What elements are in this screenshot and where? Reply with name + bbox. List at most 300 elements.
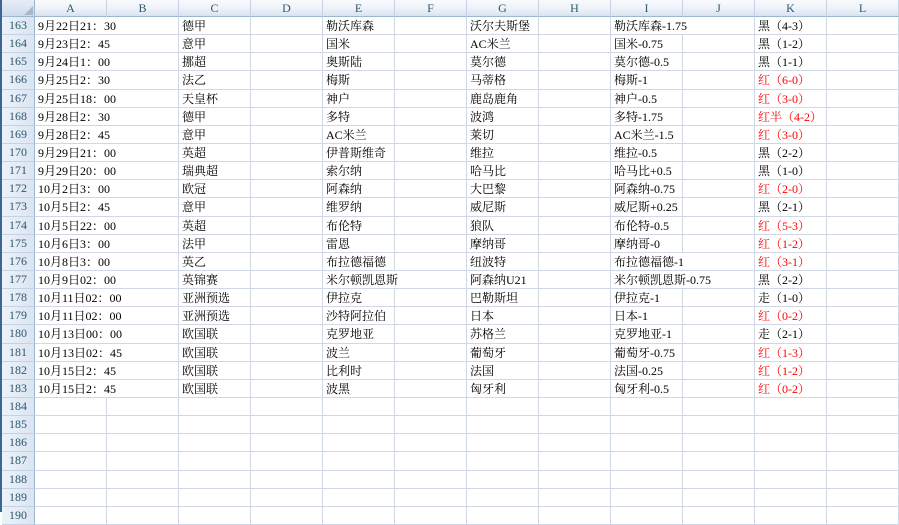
cell-A179[interactable] xyxy=(35,307,122,325)
cell-E180[interactable] xyxy=(323,325,395,343)
cell-J186[interactable] xyxy=(683,434,755,452)
cell-D189[interactable] xyxy=(251,489,323,507)
cell-B165[interactable] xyxy=(107,53,179,71)
cell-L175[interactable] xyxy=(827,235,899,253)
cell-J180[interactable] xyxy=(683,325,755,343)
cell-D190[interactable] xyxy=(251,507,323,525)
cell-C172[interactable] xyxy=(179,180,251,198)
cell-D170[interactable] xyxy=(251,144,323,162)
cell-G185[interactable] xyxy=(467,416,539,434)
cell-J179[interactable] xyxy=(683,307,755,325)
cell-C177[interactable] xyxy=(179,271,251,289)
cell-C182[interactable] xyxy=(179,362,251,380)
cell-H189[interactable] xyxy=(539,489,611,507)
column-header-D[interactable]: D xyxy=(251,0,323,17)
cell-A183[interactable] xyxy=(35,380,117,398)
cell-L185[interactable] xyxy=(827,416,899,434)
cell-L190[interactable] xyxy=(827,507,899,525)
column-header-I[interactable]: I xyxy=(611,0,683,17)
cell-A169[interactable] xyxy=(35,126,111,144)
cell-D179[interactable] xyxy=(251,307,323,325)
cell-K168[interactable] xyxy=(755,108,827,126)
cell-F189[interactable] xyxy=(395,489,467,507)
cell-E179[interactable] xyxy=(323,307,395,325)
cell-L177[interactable] xyxy=(827,271,899,289)
cell-E165[interactable] xyxy=(323,53,395,71)
cell-A175[interactable] xyxy=(35,235,111,253)
cell-J170[interactable] xyxy=(683,144,755,162)
cell-E167[interactable] xyxy=(323,90,395,108)
cell-G179[interactable] xyxy=(467,307,539,325)
cell-B172[interactable] xyxy=(107,180,179,198)
cell-G176[interactable] xyxy=(467,253,539,271)
cell-E177[interactable] xyxy=(323,271,399,289)
cell-C164[interactable] xyxy=(179,35,251,53)
cell-F163[interactable] xyxy=(395,17,467,35)
cell-L168[interactable] xyxy=(827,108,899,126)
cell-H173[interactable] xyxy=(539,198,611,216)
row-header-178[interactable]: 178 xyxy=(2,289,35,307)
cell-A163[interactable] xyxy=(35,17,117,35)
cell-L178[interactable] xyxy=(827,289,899,307)
cell-F177[interactable] xyxy=(395,271,467,289)
cell-A186[interactable] xyxy=(35,434,107,452)
cell-H168[interactable] xyxy=(539,108,611,126)
cell-C190[interactable] xyxy=(179,507,251,525)
cell-J188[interactable] xyxy=(683,471,755,489)
cell-H188[interactable] xyxy=(539,471,611,489)
cell-B176[interactable] xyxy=(107,253,179,271)
cell-A180[interactable] xyxy=(35,325,123,343)
cell-C183[interactable] xyxy=(179,380,251,398)
cell-H185[interactable] xyxy=(539,416,611,434)
cell-I168[interactable] xyxy=(611,108,683,126)
cell-K176[interactable] xyxy=(755,253,827,271)
cell-A177[interactable] xyxy=(35,271,117,289)
cell-I186[interactable] xyxy=(611,434,683,452)
cell-E172[interactable] xyxy=(323,180,395,198)
cell-D180[interactable] xyxy=(251,325,323,343)
row-header-165[interactable]: 165 xyxy=(2,53,35,71)
cell-G163[interactable] xyxy=(467,17,539,35)
cell-G171[interactable] xyxy=(467,162,539,180)
cell-A185[interactable] xyxy=(35,416,107,434)
cell-G172[interactable] xyxy=(467,180,539,198)
cell-I187[interactable] xyxy=(611,452,683,470)
cell-J183[interactable] xyxy=(683,380,755,398)
cell-F185[interactable] xyxy=(395,416,467,434)
cell-K174[interactable] xyxy=(755,217,827,235)
cell-D185[interactable] xyxy=(251,416,323,434)
cell-F167[interactable] xyxy=(395,90,467,108)
cell-G186[interactable] xyxy=(467,434,539,452)
cell-C187[interactable] xyxy=(179,452,251,470)
cell-G190[interactable] xyxy=(467,507,539,525)
cell-F181[interactable] xyxy=(395,344,467,362)
cell-B189[interactable] xyxy=(107,489,179,507)
cell-B164[interactable] xyxy=(107,35,179,53)
cell-K189[interactable] xyxy=(755,489,827,507)
cell-C176[interactable] xyxy=(179,253,251,271)
cell-I179[interactable] xyxy=(611,307,683,325)
cell-J163[interactable] xyxy=(683,17,755,35)
cell-H176[interactable] xyxy=(539,253,611,271)
cell-L167[interactable] xyxy=(827,90,899,108)
cell-G182[interactable] xyxy=(467,362,539,380)
cell-I180[interactable] xyxy=(611,325,683,343)
cell-L187[interactable] xyxy=(827,452,899,470)
row-header-181[interactable]: 181 xyxy=(2,344,35,362)
row-header-187[interactable]: 187 xyxy=(2,452,35,470)
cell-K173[interactable] xyxy=(755,198,827,216)
cell-L183[interactable] xyxy=(827,380,899,398)
cell-E164[interactable] xyxy=(323,35,395,53)
cell-H171[interactable] xyxy=(539,162,611,180)
cell-I190[interactable] xyxy=(611,507,683,525)
cell-L180[interactable] xyxy=(827,325,899,343)
cell-K186[interactable] xyxy=(755,434,827,452)
row-header-188[interactable]: 188 xyxy=(2,471,35,489)
cell-C184[interactable] xyxy=(179,398,251,416)
cell-L163[interactable] xyxy=(827,17,899,35)
cell-E176[interactable] xyxy=(323,253,395,271)
cell-C169[interactable] xyxy=(179,126,251,144)
cell-E181[interactable] xyxy=(323,344,395,362)
cell-D174[interactable] xyxy=(251,217,323,235)
cell-A178[interactable] xyxy=(35,289,122,307)
cell-C175[interactable] xyxy=(179,235,251,253)
cell-L164[interactable] xyxy=(827,35,899,53)
cell-B169[interactable] xyxy=(107,126,179,144)
cell-C166[interactable] xyxy=(179,71,251,89)
cell-I177[interactable] xyxy=(611,271,711,289)
cell-G164[interactable] xyxy=(467,35,539,53)
cell-J167[interactable] xyxy=(683,90,755,108)
cell-H187[interactable] xyxy=(539,452,611,470)
cell-D181[interactable] xyxy=(251,344,323,362)
cell-E187[interactable] xyxy=(323,452,395,470)
row-header-177[interactable]: 177 xyxy=(2,271,35,289)
cell-F182[interactable] xyxy=(395,362,467,380)
cell-G178[interactable] xyxy=(467,289,539,307)
cell-A189[interactable] xyxy=(35,489,107,507)
cell-I172[interactable] xyxy=(611,180,683,198)
cell-B187[interactable] xyxy=(107,452,179,470)
cell-H166[interactable] xyxy=(539,71,611,89)
cell-G177[interactable] xyxy=(467,271,539,289)
cell-H163[interactable] xyxy=(539,17,611,35)
cell-A188[interactable] xyxy=(35,471,107,489)
cell-F188[interactable] xyxy=(395,471,467,489)
cell-J169[interactable] xyxy=(683,126,755,144)
cell-F173[interactable] xyxy=(395,198,467,216)
cell-J184[interactable] xyxy=(683,398,755,416)
cell-B190[interactable] xyxy=(107,507,179,525)
cell-F165[interactable] xyxy=(395,53,467,71)
cell-J174[interactable] xyxy=(683,217,755,235)
cell-H183[interactable] xyxy=(539,380,611,398)
cell-C181[interactable] xyxy=(179,344,251,362)
cell-L182[interactable] xyxy=(827,362,899,380)
row-header-170[interactable]: 170 xyxy=(2,144,35,162)
cell-K172[interactable] xyxy=(755,180,827,198)
cell-E185[interactable] xyxy=(323,416,395,434)
cell-G174[interactable] xyxy=(467,217,539,235)
column-header-E[interactable]: E xyxy=(323,0,395,17)
row-header-176[interactable]: 176 xyxy=(2,253,35,271)
cell-D165[interactable] xyxy=(251,53,323,71)
row-header-185[interactable]: 185 xyxy=(2,416,35,434)
cell-F190[interactable] xyxy=(395,507,467,525)
cell-C173[interactable] xyxy=(179,198,251,216)
cell-F164[interactable] xyxy=(395,35,467,53)
cell-F184[interactable] xyxy=(395,398,467,416)
cell-E171[interactable] xyxy=(323,162,395,180)
cell-A182[interactable] xyxy=(35,362,117,380)
cell-H165[interactable] xyxy=(539,53,611,71)
cell-I185[interactable] xyxy=(611,416,683,434)
cell-F170[interactable] xyxy=(395,144,467,162)
cell-J187[interactable] xyxy=(683,452,755,470)
cell-K185[interactable] xyxy=(755,416,827,434)
row-header-183[interactable]: 183 xyxy=(2,380,35,398)
cell-I178[interactable] xyxy=(611,289,683,307)
row-header-163[interactable]: 163 xyxy=(2,17,35,35)
cell-B184[interactable] xyxy=(107,398,179,416)
cell-G169[interactable] xyxy=(467,126,539,144)
cell-C185[interactable] xyxy=(179,416,251,434)
cell-B173[interactable] xyxy=(107,198,179,216)
cell-D173[interactable] xyxy=(251,198,323,216)
cell-H178[interactable] xyxy=(539,289,611,307)
cell-K167[interactable] xyxy=(755,90,827,108)
cell-J166[interactable] xyxy=(683,71,755,89)
cell-E186[interactable] xyxy=(323,434,395,452)
cell-D188[interactable] xyxy=(251,471,323,489)
cell-K179[interactable] xyxy=(755,307,827,325)
cell-A176[interactable] xyxy=(35,253,111,271)
cell-D164[interactable] xyxy=(251,35,323,53)
cell-D163[interactable] xyxy=(251,17,323,35)
cell-A187[interactable] xyxy=(35,452,107,470)
cell-K177[interactable] xyxy=(755,271,827,289)
column-header-H[interactable]: H xyxy=(539,0,611,17)
cell-K180[interactable] xyxy=(755,325,827,343)
cell-L184[interactable] xyxy=(827,398,899,416)
cell-J171[interactable] xyxy=(683,162,755,180)
cell-G183[interactable] xyxy=(467,380,539,398)
cell-H169[interactable] xyxy=(539,126,611,144)
cell-A168[interactable] xyxy=(35,108,111,126)
row-header-190[interactable]: 190 xyxy=(2,507,35,525)
cell-I189[interactable] xyxy=(611,489,683,507)
cell-E182[interactable] xyxy=(323,362,395,380)
cell-L188[interactable] xyxy=(827,471,899,489)
cell-I175[interactable] xyxy=(611,235,683,253)
cell-D186[interactable] xyxy=(251,434,323,452)
cell-D177[interactable] xyxy=(251,271,323,289)
cell-D169[interactable] xyxy=(251,126,323,144)
row-header-175[interactable]: 175 xyxy=(2,235,35,253)
cell-I188[interactable] xyxy=(611,471,683,489)
cell-A167[interactable] xyxy=(35,90,117,108)
cell-H174[interactable] xyxy=(539,217,611,235)
cell-B186[interactable] xyxy=(107,434,179,452)
cell-J168[interactable] xyxy=(683,108,755,126)
cell-I163[interactable] xyxy=(611,17,687,35)
cell-L172[interactable] xyxy=(827,180,899,198)
cell-G187[interactable] xyxy=(467,452,539,470)
cell-L171[interactable] xyxy=(827,162,899,180)
cell-I169[interactable] xyxy=(611,126,683,144)
cell-F166[interactable] xyxy=(395,71,467,89)
row-header-167[interactable]: 167 xyxy=(2,90,35,108)
cell-D187[interactable] xyxy=(251,452,323,470)
cell-A172[interactable] xyxy=(35,180,111,198)
cell-E190[interactable] xyxy=(323,507,395,525)
cell-D167[interactable] xyxy=(251,90,323,108)
cell-L166[interactable] xyxy=(827,71,899,89)
row-header-173[interactable]: 173 xyxy=(2,198,35,216)
cell-F169[interactable] xyxy=(395,126,467,144)
cell-A184[interactable] xyxy=(35,398,107,416)
cell-K169[interactable] xyxy=(755,126,827,144)
cell-L173[interactable] xyxy=(827,198,899,216)
cell-L186[interactable] xyxy=(827,434,899,452)
cell-G166[interactable] xyxy=(467,71,539,89)
cell-G170[interactable] xyxy=(467,144,539,162)
row-header-184[interactable]: 184 xyxy=(2,398,35,416)
cell-K164[interactable] xyxy=(755,35,827,53)
cell-J176[interactable] xyxy=(683,253,755,271)
row-header-169[interactable]: 169 xyxy=(2,126,35,144)
cell-K184[interactable] xyxy=(755,398,827,416)
cell-L174[interactable] xyxy=(827,217,899,235)
row-header-172[interactable]: 172 xyxy=(2,180,35,198)
cell-G188[interactable] xyxy=(467,471,539,489)
cell-D178[interactable] xyxy=(251,289,323,307)
cell-C167[interactable] xyxy=(179,90,251,108)
cell-K182[interactable] xyxy=(755,362,827,380)
cell-I166[interactable] xyxy=(611,71,683,89)
cell-I183[interactable] xyxy=(611,380,683,398)
cell-E168[interactable] xyxy=(323,108,395,126)
cell-J185[interactable] xyxy=(683,416,755,434)
cell-E188[interactable] xyxy=(323,471,395,489)
cell-H184[interactable] xyxy=(539,398,611,416)
cell-J189[interactable] xyxy=(683,489,755,507)
cell-E166[interactable] xyxy=(323,71,395,89)
cell-F187[interactable] xyxy=(395,452,467,470)
row-header-168[interactable]: 168 xyxy=(2,108,35,126)
column-header-L[interactable]: L xyxy=(827,0,899,17)
cell-J173[interactable] xyxy=(683,198,755,216)
cell-E189[interactable] xyxy=(323,489,395,507)
cell-E163[interactable] xyxy=(323,17,395,35)
cell-I173[interactable] xyxy=(611,198,683,216)
cell-C188[interactable] xyxy=(179,471,251,489)
cell-D172[interactable] xyxy=(251,180,323,198)
cell-H182[interactable] xyxy=(539,362,611,380)
cell-C180[interactable] xyxy=(179,325,251,343)
cell-J182[interactable] xyxy=(683,362,755,380)
cell-B188[interactable] xyxy=(107,471,179,489)
cell-K175[interactable] xyxy=(755,235,827,253)
row-header-189[interactable]: 189 xyxy=(2,489,35,507)
row-header-166[interactable]: 166 xyxy=(2,71,35,89)
cell-K190[interactable] xyxy=(755,507,827,525)
cell-K171[interactable] xyxy=(755,162,827,180)
cell-I171[interactable] xyxy=(611,162,683,180)
cell-C170[interactable] xyxy=(179,144,251,162)
cell-H164[interactable] xyxy=(539,35,611,53)
cell-K188[interactable] xyxy=(755,471,827,489)
cell-G175[interactable] xyxy=(467,235,539,253)
cell-H179[interactable] xyxy=(539,307,611,325)
cell-J175[interactable] xyxy=(683,235,755,253)
cell-C165[interactable] xyxy=(179,53,251,71)
cell-A171[interactable] xyxy=(35,162,117,180)
cell-K165[interactable] xyxy=(755,53,827,71)
cell-I174[interactable] xyxy=(611,217,683,235)
cell-A164[interactable] xyxy=(35,35,111,53)
cell-F171[interactable] xyxy=(395,162,467,180)
cell-D184[interactable] xyxy=(251,398,323,416)
cell-K181[interactable] xyxy=(755,344,827,362)
column-header-F[interactable]: F xyxy=(395,0,467,17)
cell-E175[interactable] xyxy=(323,235,395,253)
cell-J181[interactable] xyxy=(683,344,755,362)
cell-F180[interactable] xyxy=(395,325,467,343)
cell-K163[interactable] xyxy=(755,17,827,35)
cell-I164[interactable] xyxy=(611,35,683,53)
cell-L165[interactable] xyxy=(827,53,899,71)
cell-E169[interactable] xyxy=(323,126,395,144)
cell-J165[interactable] xyxy=(683,53,755,71)
cell-F172[interactable] xyxy=(395,180,467,198)
cell-A174[interactable] xyxy=(35,217,117,235)
cell-A166[interactable] xyxy=(35,71,111,89)
cell-I176[interactable] xyxy=(611,253,683,271)
cell-G181[interactable] xyxy=(467,344,539,362)
cell-C163[interactable] xyxy=(179,17,251,35)
cell-I167[interactable] xyxy=(611,90,683,108)
cell-I184[interactable] xyxy=(611,398,683,416)
cell-L176[interactable] xyxy=(827,253,899,271)
cell-A170[interactable] xyxy=(35,144,117,162)
row-header-164[interactable]: 164 xyxy=(2,35,35,53)
cell-C179[interactable] xyxy=(179,307,251,325)
cell-H181[interactable] xyxy=(539,344,611,362)
cell-F186[interactable] xyxy=(395,434,467,452)
cell-A181[interactable] xyxy=(35,344,123,362)
cell-J164[interactable] xyxy=(683,35,755,53)
cell-J178[interactable] xyxy=(683,289,755,307)
cell-G173[interactable] xyxy=(467,198,539,216)
cell-J190[interactable] xyxy=(683,507,755,525)
cell-C174[interactable] xyxy=(179,217,251,235)
cell-L169[interactable] xyxy=(827,126,899,144)
column-header-G[interactable]: G xyxy=(467,0,539,17)
row-header-186[interactable]: 186 xyxy=(2,434,35,452)
cell-H180[interactable] xyxy=(539,325,611,343)
cell-E184[interactable] xyxy=(323,398,395,416)
row-header-171[interactable]: 171 xyxy=(2,162,35,180)
cell-A165[interactable] xyxy=(35,53,111,71)
cell-H177[interactable] xyxy=(539,271,611,289)
cell-F174[interactable] xyxy=(395,217,467,235)
cell-D166[interactable] xyxy=(251,71,323,89)
